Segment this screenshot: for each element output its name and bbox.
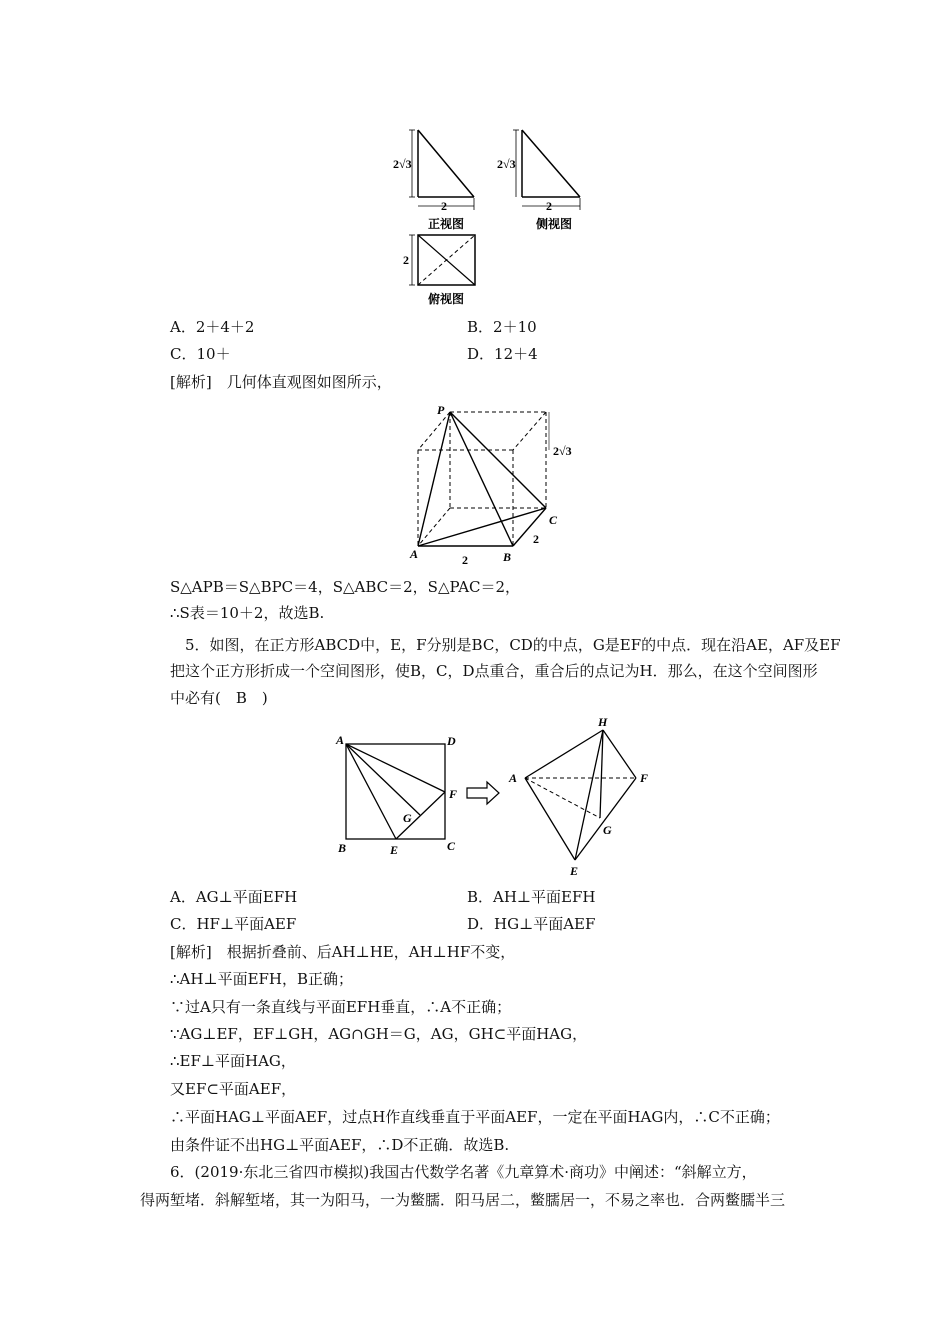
- q5-option-a: A．AG⊥平面EFH: [170, 888, 298, 906]
- q4-option-b: B．2＋10: [467, 318, 537, 336]
- cube-ab-label: 2: [462, 553, 468, 567]
- top-view-caption: 俯视图: [428, 292, 465, 306]
- square-label-f: F: [449, 787, 458, 801]
- front-width-label: 2: [441, 199, 447, 213]
- tetra-label-g: G: [603, 823, 612, 837]
- side-width-label: 2: [546, 199, 552, 213]
- square-label-g: G: [403, 811, 412, 825]
- fold-arrow-icon: [467, 782, 499, 804]
- side-view: [497, 130, 580, 231]
- front-height-label: 2√3: [393, 157, 412, 171]
- q4-areas-lead: S△APB＝S△BPC: [170, 578, 294, 596]
- top-height-label: 2: [403, 253, 409, 267]
- square-label-e: E: [390, 843, 399, 857]
- tetrahedron-haef: [525, 730, 636, 860]
- square-label-c: C: [447, 839, 456, 853]
- side-view-caption: 侧视图: [536, 217, 573, 231]
- q5-stem-line2: 把这个正方形折成一个空间图形，使B，C，D点重合，重合后的点记为H．那么，在这个空间图形: [170, 662, 818, 680]
- q5-analysis-line2: ∴AH⊥平面EFH，B正确；: [170, 970, 354, 988]
- q5-option-d: D．HG⊥平面AEF: [467, 915, 596, 933]
- q5-analysis-line6: 又EF⊂平面AEF，: [170, 1080, 297, 1098]
- q4-conclusion: ∴S表＝10＋2，故选B.: [170, 604, 325, 622]
- q5-analysis-line5: ∴EF⊥平面HAG，: [170, 1052, 296, 1070]
- q5-option-b: B．AH⊥平面EFH: [467, 888, 596, 906]
- tetra-label-a: A: [509, 771, 518, 785]
- square-label-b: B: [338, 841, 347, 855]
- q6-stem-line2: 得两堑堵．斜解堑堵，其一为阳马，一为鳖臑．阳马居二，鳖臑居一，不易之率也．合两鳖臑半三: [140, 1191, 786, 1209]
- cube-label-c: C: [549, 513, 558, 527]
- q5-option-c: C．HF⊥平面AEF: [170, 915, 297, 933]
- q5-analysis-line1: [解析] 根据折叠前、后AH⊥HE，AH⊥HF不变，: [170, 943, 516, 961]
- side-height-label: 2√3: [497, 157, 516, 171]
- square-abcd: [346, 744, 445, 839]
- q4-areas-line: [170, 577, 520, 597]
- front-view: [393, 130, 474, 231]
- square-label-d: D: [447, 734, 456, 748]
- tetra-label-h: H: [598, 715, 608, 729]
- top-view: [403, 235, 475, 306]
- q5-analysis-line7: ∴平面HAG⊥平面AEF，过点H作直线垂直于平面AEF，一定在平面HAG内，∴C不正确；: [170, 1108, 780, 1126]
- q6-stem-line1: 6．(2019·东北三省四市模拟)我国古代数学名著《九章算术·商功》中阐述：“斜解立方，: [170, 1163, 757, 1181]
- q5-analysis-line4: ∵AG⊥EF，EF⊥GH，AG∩GH＝G，AG，GH⊂平面HAG，: [170, 1025, 588, 1043]
- q4-areas-rest: ＝4，S△ABC＝2，S△PAC＝2，: [293, 578, 521, 596]
- tetra-label-e: E: [570, 864, 579, 878]
- front-view-caption: 正视图: [428, 217, 465, 231]
- fold-figure: [330, 710, 660, 880]
- q5-analysis-line8: 由条件证不出HG⊥平面AEF，∴D不正确．故选B.: [170, 1136, 510, 1154]
- q5-stem-line3: 中必有( B ): [170, 689, 268, 707]
- cube-label-a: A: [410, 547, 419, 561]
- square-label-a: A: [336, 733, 345, 747]
- three-view-figure: [380, 118, 620, 318]
- cube-bc-label: 2: [533, 532, 539, 546]
- q4-option-a: A．2＋4＋2: [170, 318, 255, 336]
- cube-label-p: P: [437, 403, 445, 417]
- q5-stem-line1: 5．如图，在正方形ABCD中，E，F分别是BC，CD的中点，G是EF的中点．现在沿AE，AF及EF: [185, 636, 841, 654]
- q5-analysis-line3: ∵过A只有一条直线与平面EFH垂直，∴A不正确；: [170, 998, 512, 1016]
- cube-height-label: 2√3: [553, 444, 572, 458]
- q4-option-d: D．12＋4: [467, 345, 538, 363]
- tetra-label-f: F: [640, 771, 649, 785]
- cube-figure: [405, 398, 585, 570]
- cube-label-b: B: [503, 550, 512, 564]
- q4-option-c: C．10＋: [170, 345, 231, 363]
- q4-analysis-intro: [解析] 几何体直观图如图所示，: [170, 373, 392, 391]
